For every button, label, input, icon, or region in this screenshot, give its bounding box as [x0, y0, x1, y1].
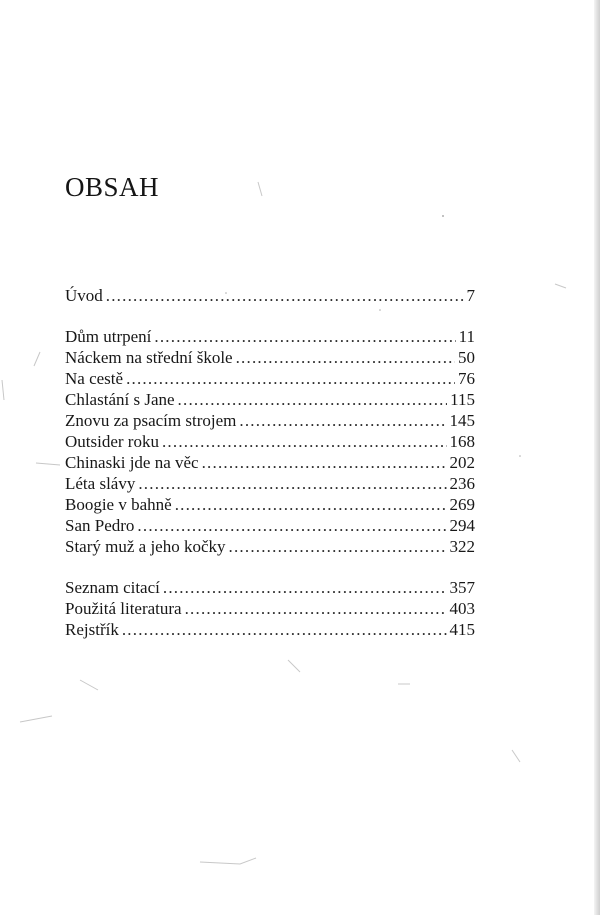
- dot-leader: [202, 452, 447, 474]
- toc-entry: [65, 368, 475, 390]
- toc-entry: [65, 347, 475, 369]
- dot-leader: [236, 347, 455, 369]
- toc-entry-title: Úvod: [65, 286, 103, 305]
- toc-entry-title: Rejstřík: [65, 620, 119, 639]
- toc-entry-page: 11: [458, 327, 475, 346]
- toc-entry-page: 202: [449, 453, 475, 472]
- toc-entry: [65, 389, 475, 411]
- toc-entry: [65, 452, 475, 474]
- toc-entry: [65, 473, 475, 495]
- page-edge: [594, 0, 600, 915]
- dot-leader: [229, 536, 447, 558]
- dot-leader: [178, 389, 448, 411]
- toc-entry-page: 168: [449, 432, 475, 451]
- toc-entry-page: 415: [449, 620, 475, 639]
- toc-entry-title: Náckem na střední škole: [65, 348, 233, 367]
- toc-entry-page: 115: [450, 390, 475, 409]
- toc-entry-title: Léta slávy: [65, 474, 136, 493]
- toc-entry-title: Chinaski jde na věc: [65, 453, 199, 472]
- toc-entry-page: 236: [449, 474, 475, 493]
- toc-entry-title: Na cestě: [65, 369, 124, 388]
- toc-entry-title: Starý muž a jeho kočky: [65, 537, 226, 556]
- dot-leader: [138, 473, 446, 495]
- dot-leader: [106, 285, 464, 307]
- toc-entry-title: Znovu za psacím strojem: [65, 411, 237, 430]
- toc-entry-title: Seznam citací: [65, 578, 160, 597]
- toc-entry-page: 50: [458, 348, 475, 367]
- dot-leader: [175, 494, 447, 516]
- dot-leader: [137, 515, 446, 537]
- toc-entry: [65, 285, 475, 307]
- toc-entry-page: 322: [449, 537, 475, 556]
- toc-entry: [65, 619, 475, 641]
- dot-leader: [162, 431, 447, 453]
- toc-entry-page: 7: [466, 286, 475, 305]
- toc-entry: [65, 494, 475, 516]
- toc-entry: [65, 515, 475, 537]
- toc-entry-title: San Pedro: [65, 516, 135, 535]
- toc-entry-page: 294: [449, 516, 475, 535]
- toc-entry-title: Boogie v bahně: [65, 495, 172, 514]
- toc-entry-title: Chlastání s Jane: [65, 390, 175, 409]
- dot-leader: [239, 410, 446, 432]
- toc-entry-title: Použitá literatura: [65, 599, 182, 618]
- toc-entry-page: 76: [458, 369, 475, 388]
- toc-entry-page: 269: [449, 495, 475, 514]
- toc-entry: [65, 326, 475, 348]
- toc-entry-title: Outsider roku: [65, 432, 159, 451]
- page-title: OBSAH: [65, 172, 160, 202]
- toc-entry: [65, 431, 475, 453]
- toc-entry-page: 403: [449, 599, 475, 618]
- toc-entry: [65, 598, 475, 620]
- toc-entry-title: Dům utrpení: [65, 327, 152, 346]
- toc-entry-page: 357: [449, 578, 475, 597]
- toc-entry: [65, 536, 475, 558]
- dot-leader: [154, 326, 455, 348]
- toc-entry: [65, 410, 475, 432]
- toc-entry-page: 145: [449, 411, 475, 430]
- dot-leader: [126, 368, 455, 390]
- toc-entry: [65, 577, 475, 599]
- dot-leader: [163, 577, 447, 599]
- dot-leader: [122, 619, 447, 641]
- dot-leader: [185, 598, 447, 620]
